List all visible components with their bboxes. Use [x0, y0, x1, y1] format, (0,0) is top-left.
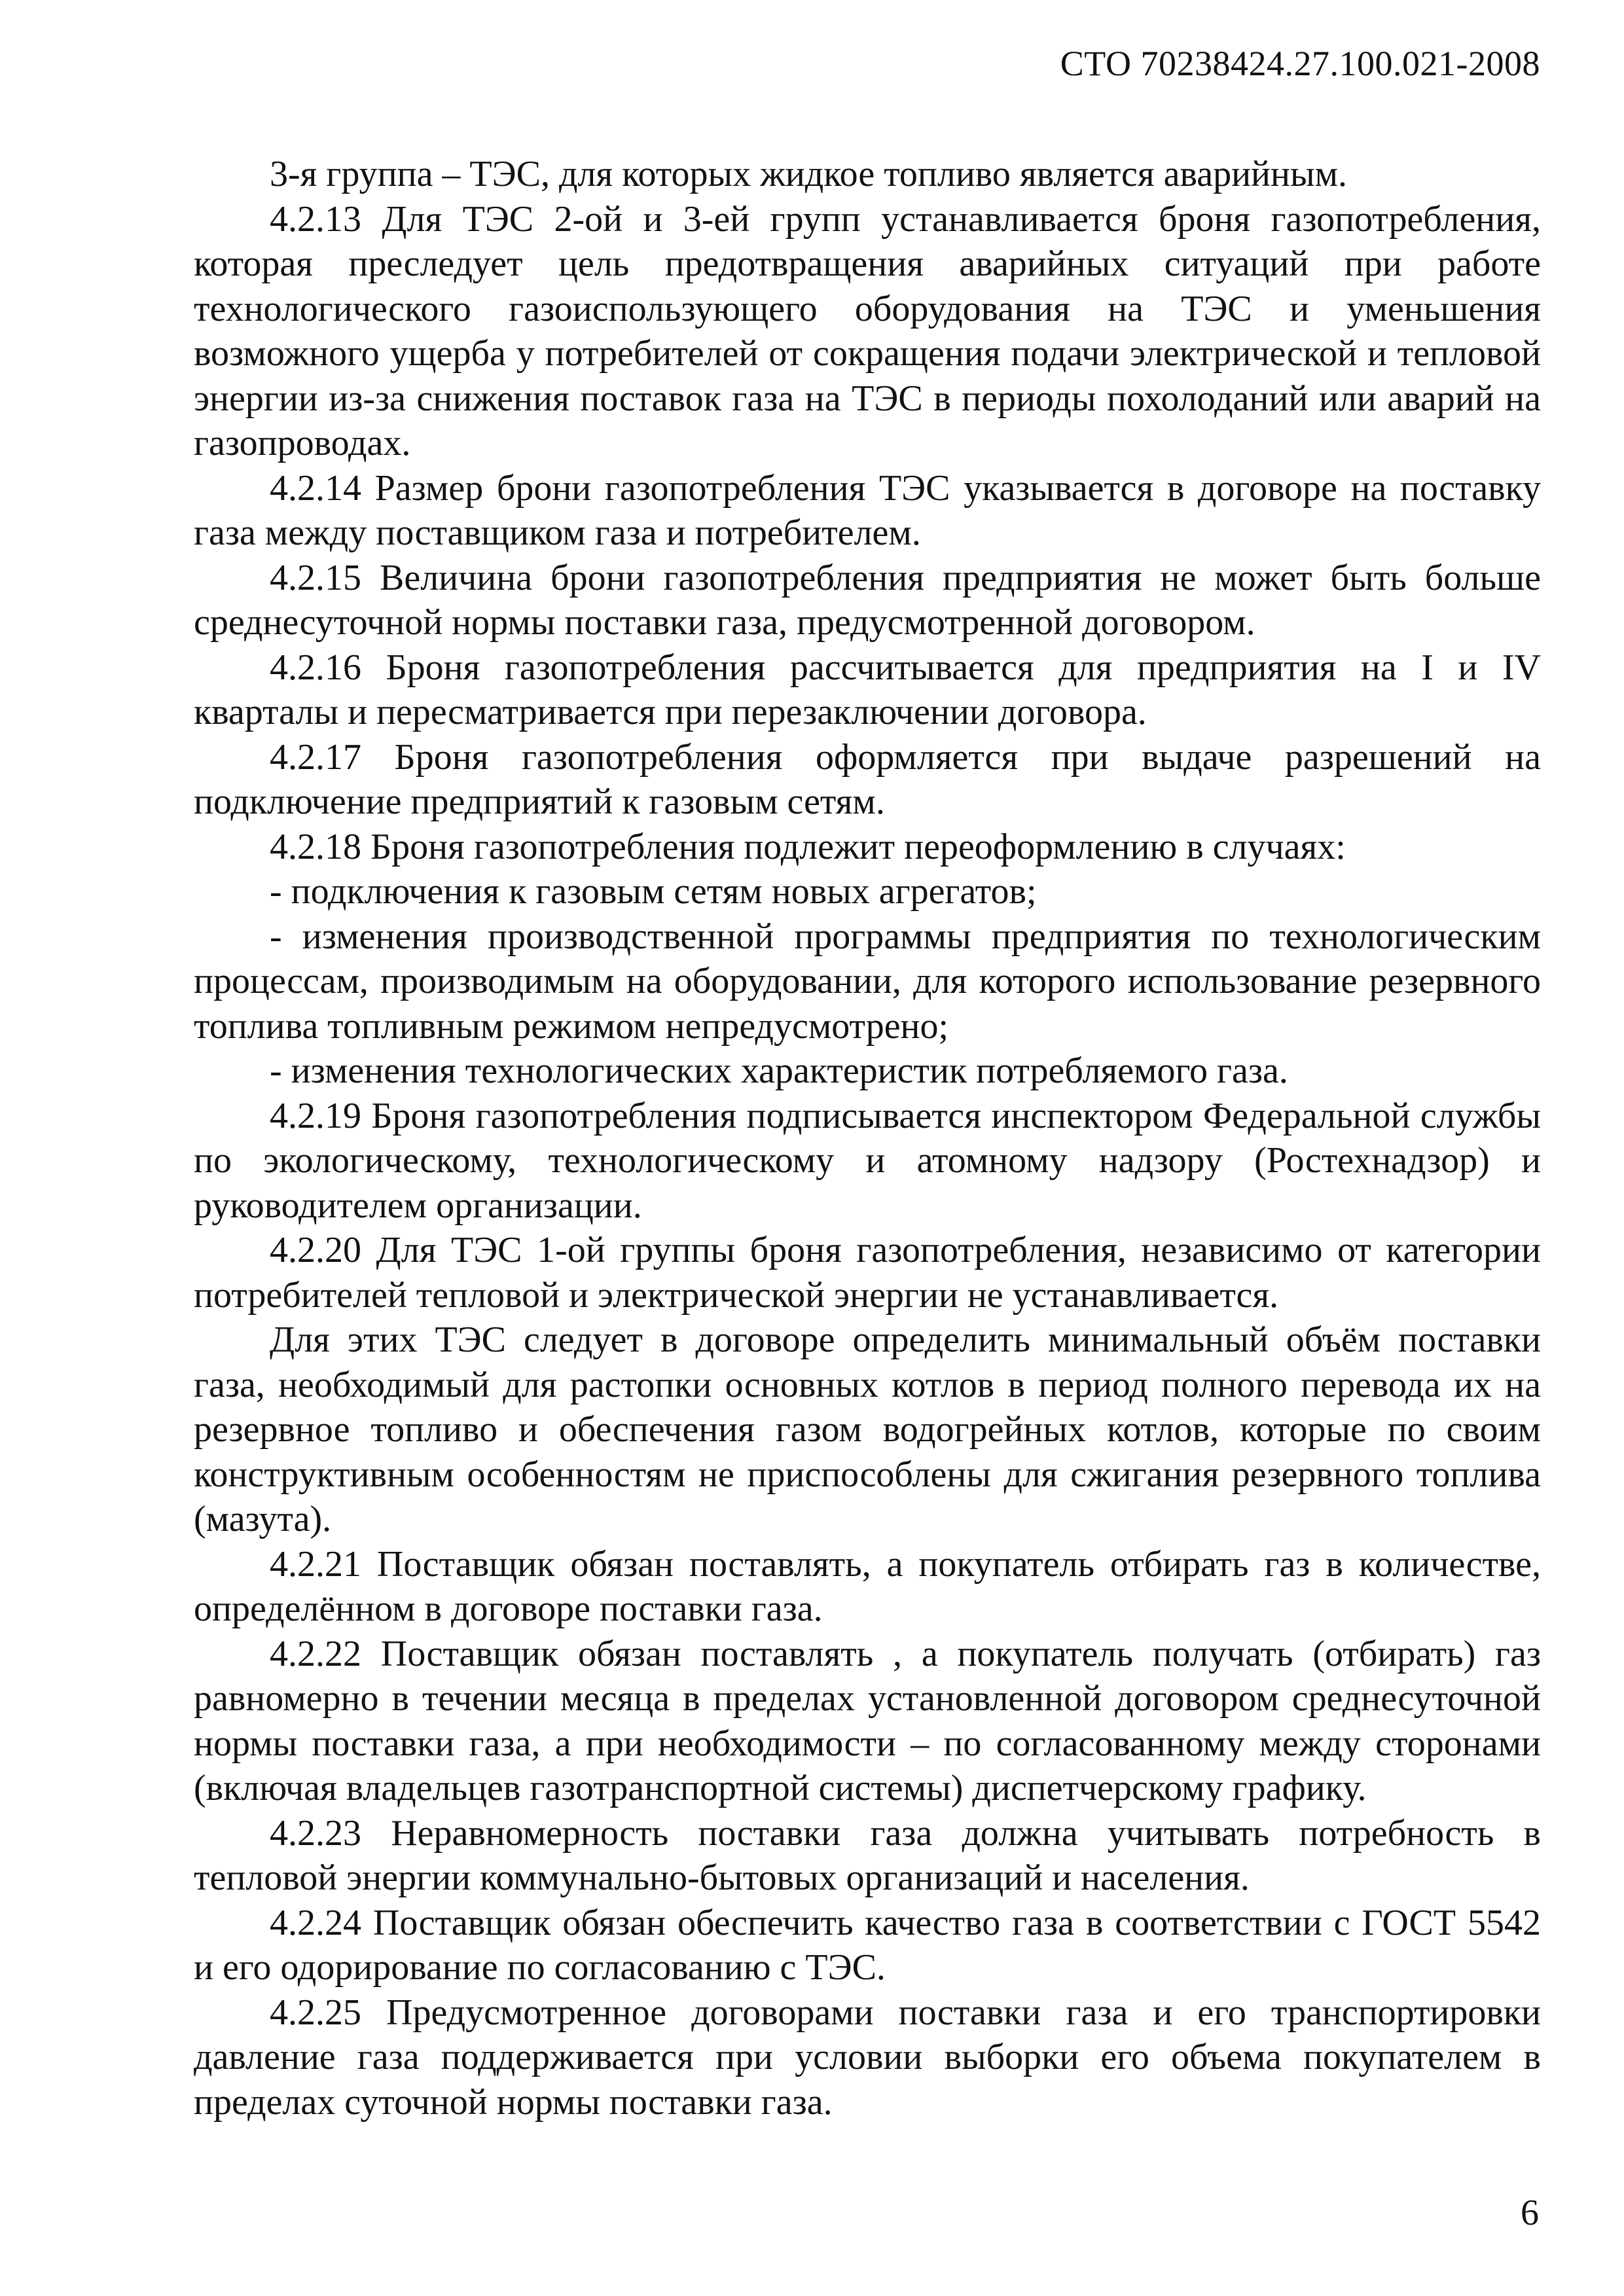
paragraph-4-2-22: 4.2.22 Поставщик обязан поставлять , а покупатель получать (отбирать) газ равномерно в течении месяца в пределах установленной договором среднесуточной нормы поставки газа, а при необходимости – по согласованному между сторонами (включая владельцев газотранспортной системы) диспетчерскому графику. [194, 1633, 1541, 1808]
paragraph-4-2-20: 4.2.20 Для ТЭС 1-ой группы броня газопотребления, независимо от категории потребителей тепловой и электрической энергии не устанавливается. [194, 1230, 1541, 1316]
paragraph-4-2-17: 4.2.17 Броня газопотребления оформляется при выдаче разрешений на подключение предприятий к газовым сетям. [194, 736, 1541, 822]
page-number: 6 [1521, 2193, 1539, 2233]
paragraph-4-2-14: 4.2.14 Размер брони газопотребления ТЭС указывается в договоре на поставку газа между поставщиком газа и потребителем. [194, 467, 1541, 553]
paragraph-group-3: 3-я группа – ТЭС, для которых жидкое топливо является аварийным. [270, 154, 1348, 194]
list-item-new-units: - подключения к газовым сетям новых агрегатов; [270, 871, 1037, 912]
paragraph-4-2-16: 4.2.16 Броня газопотребления рассчитывается для предприятия на I и IV кварталы и пересматривается при перезаключении договора. [194, 647, 1541, 732]
paragraph-4-2-13: 4.2.13 Для ТЭС 2-ой и 3-ей групп устанавливается броня газопотребления, которая преследует цель предотвращения аварийных ситуаций при работе технологического газоиспользующего оборудования на ТЭС и уменьшения возможного ущерба у потребителей от сокращения подачи электрической и тепловой энергии из-за снижения поставок газа на ТЭС в периоды похолоданий или аварий на газопроводах. [194, 198, 1541, 463]
list-item-gas-characteristics: - изменения технологических характеристик потребляемого газа. [270, 1050, 1288, 1091]
paragraph-4-2-21: 4.2.21 Поставщик обязан поставлять, а покупатель отбирать газ в количестве, определённом в договоре поставки газа. [194, 1543, 1541, 1629]
paragraph-4-2-15: 4.2.15 Величина брони газопотребления предприятия не может быть больше среднесуточной нормы поставки газа, предусмотренной договором. [194, 557, 1541, 643]
document-body [194, 152, 1541, 2125]
paragraph-4-2-23: 4.2.23 Неравномерность поставки газа должна учитывать потребность в тепловой энергии коммунально-бытовых организаций и населения. [194, 1812, 1541, 1898]
paragraph-4-2-24: 4.2.24 Поставщик обязан обеспечить качество газа в соответствии с ГОСТ 5542 и его одорирование по согласованию с ТЭС. [194, 1902, 1541, 1988]
paragraph-4-2-25: 4.2.25 Предусмотренное договорами поставки газа и его транспортировки давление газа поддерживается при условии выборки его объема покупателем в пределах суточной нормы поставки газа. [194, 1992, 1541, 2123]
document-code-header: СТО 70238424.27.100.021-2008 [1060, 44, 1540, 83]
list-item-program-change: - изменения производственной программы предприятия по технологическим процессам, производимым на оборудовании, для которого использование резервного топлива топливным режимом непредусмотрено; [194, 916, 1541, 1047]
paragraph-group-1-minimum-volume: Для этих ТЭС следует в договоре определить минимальный объём поставки газа, необходимый для растопки основных котлов в период полного перевода их на резервное топливо и обеспечения газом водогрейных котлов, которые по своим конструктивным особенностям не приспособлены для сжигания резервного топлива (мазута). [194, 1319, 1541, 1539]
paragraph-4-2-19: 4.2.19 Броня газопотребления подписывается инспектором Федеральной службы по экологическому, технологическому и атомному надзору (Ростехнадзор) и руководителем организации. [194, 1095, 1541, 1226]
paragraph-4-2-18: 4.2.18 Броня газопотребления подлежит переоформлению в случаях: [270, 826, 1346, 867]
